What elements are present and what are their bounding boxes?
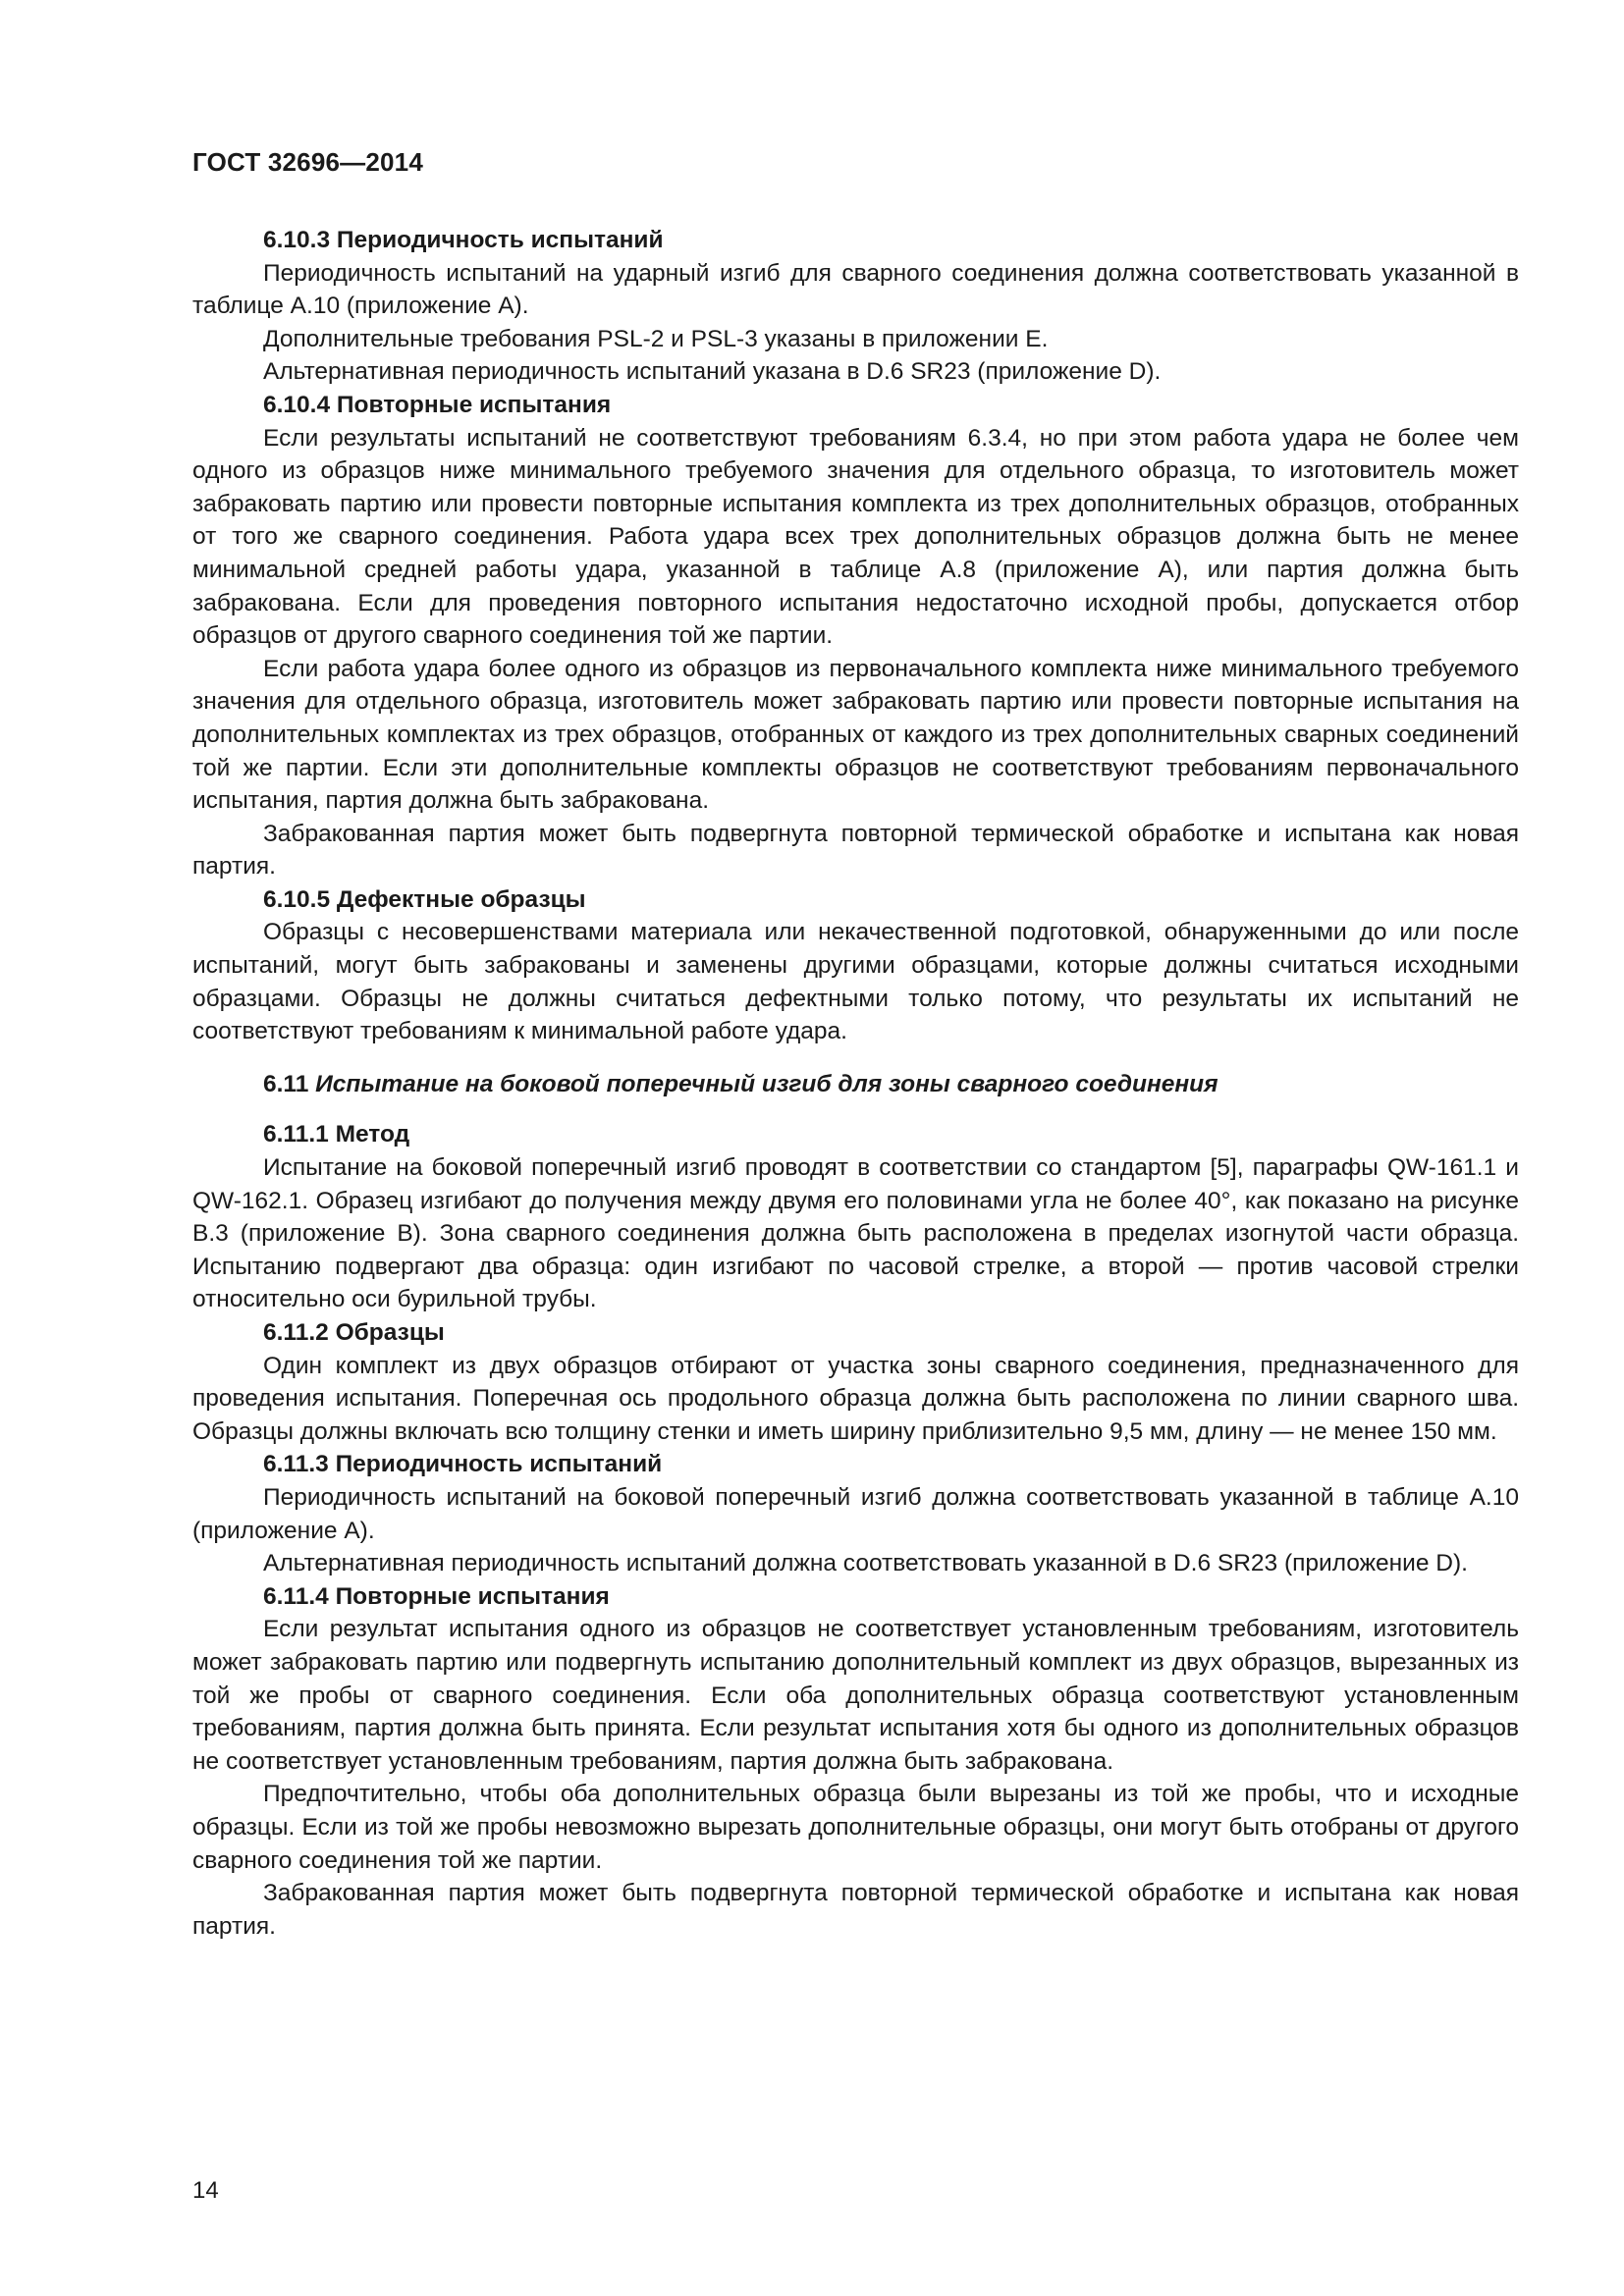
paragraph: Испытание на боковой поперечный изгиб проводят в соответствии со стандартом [5], параграфы QW-161.1 и QW-162.1. Образец изгибают до получения между двумя его половинами угла не более 40°, как показано на рисунке В.3 (приложение В). Зона сварного соединения должна быть расположена в пределах изогнутой части образца. Испытанию подвергают два образца: один изгибают по часовой стрелке, а второй — против часовой стрелки относительно оси бурильной трубы.: [192, 1154, 1519, 1313]
paragraph: Если работа удара более одного из образцов из первоначального комплекта ниже минимального требуемого значения для отдельного образца, изготовитель может забраковать партию или провести повторные испытания на дополнительных комплектах из трех образцов, отобранных от каждого из трех дополнительных сварных соединений той же партии. Если эти дополнительные комплекты образцов не соответствуют требованиям первоначального испытания, партия должна быть забракована.: [192, 655, 1519, 815]
paragraph: Образцы с несовершенствами материала или некачественной подготовкой, обнаруженными до или после испытаний, могут быть забракованы и заменены другими образцами, которые должны считаться исходными образцами. Образцы не должны считаться дефектными только потому, что результаты их испытаний не соответствуют требованиям к минимальной работе удара.: [192, 919, 1519, 1045]
heading-6-11: [192, 1068, 1519, 1101]
paragraph: Если результаты испытаний не соответствуют требованиям 6.3.4, но при этом работа удара не более чем одного из образцов ниже минимального требуемого значения для отдельного образца, то изготовитель может забраковать партию или провести повторные испытания комплекта из трех дополнительных образцов, отобранных от того же сварного соединения. Работа удара всех трех дополнительных образцов должна быть не менее минимальной средней работы удара, указанной в таблице А.8 (приложение А), или партия должна быть забракована. Если для проведения повторного испытания недостаточно исходной пробы, допускается отбор образцов от другого сварного соединения той же партии.: [192, 424, 1519, 650]
paragraph: Дополнительные требования PSL-2 и PSL-3 указаны в приложении Е.: [263, 325, 1049, 352]
paragraph: Если результат испытания одного из образцов не соответствует установленным требованиям, изготовитель может забраковать партию или подвергнуть испытанию дополнительный комплект из двух образцов, вырезанных из той же пробы от сварного соединения. Если оба дополнительных образца соответствуют установленным требованиям, партия должна быть принята. Если результат испытания хотя бы одного из дополнительных образцов не соответствует установленным требованиям, партия должна быть забракована.: [192, 1616, 1519, 1775]
paragraph: Предпочтительно, чтобы оба дополнительных образца были вырезаны из той же пробы, что и исходные образцы. Если из той же пробы невозможно вырезать дополнительные образцы, они могут быть отобраны от другого сварного соединения той же партии.: [192, 1781, 1519, 1874]
paragraph: Периодичность испытаний на ударный изгиб для сварного соединения должна соответствовать указанной в таблице А.10 (приложение А).: [192, 259, 1519, 320]
heading-6-11-3: 6.11.3 Периодичность испытаний: [263, 1451, 663, 1478]
paragraph: Забракованная партия может быть подвергнута повторной термической обработке и испытана как новая партия.: [192, 1880, 1519, 1940]
paragraph: Альтернативная периодичность испытаний должна соответствовать указанной в D.6 SR23 (приложение D).: [263, 1550, 1468, 1577]
section-number: 6.11: [263, 1070, 309, 1097]
heading-6-10-4: 6.10.4 Повторные испытания: [263, 391, 612, 418]
page-number: 14: [192, 2177, 219, 2204]
paragraph: Альтернативная периодичность испытаний указана в D.6 SR23 (приложение D).: [263, 358, 1162, 386]
paragraph: Забракованная партия может быть подвергнута повторной термической обработке и испытана как новая партия.: [192, 820, 1519, 881]
paragraph: Один комплект из двух образцов отбирают от участка зоны сварного соединения, предназначенного для проведения испытания. Поперечная ось продольного образца должна быть расположена по линии сварного шва. Образцы должны включать всю толщину стенки и иметь ширину приблизительно 9,5 мм, длину — не менее 150 мм.: [192, 1352, 1519, 1445]
heading-6-11-4: 6.11.4 Повторные испытания: [263, 1582, 610, 1610]
heading-6-11-1: 6.11.1 Метод: [263, 1121, 410, 1148]
heading-6-10-3: 6.10.3 Периодичность испытаний: [263, 227, 664, 253]
section-title: Испытание на боковой поперечный изгиб для зоны сварного соединения: [315, 1070, 1218, 1097]
document-body: [192, 224, 1519, 1943]
document-header: ГОСТ 32696—2014: [192, 147, 423, 177]
paragraph: Периодичность испытаний на боковой поперечный изгиб должна соответствовать указанной в таблице А.10 (приложение А).: [192, 1483, 1519, 1544]
heading-6-10-5: 6.10.5 Дефектные образцы: [263, 885, 586, 913]
heading-6-11-2: 6.11.2 Образцы: [263, 1319, 445, 1346]
